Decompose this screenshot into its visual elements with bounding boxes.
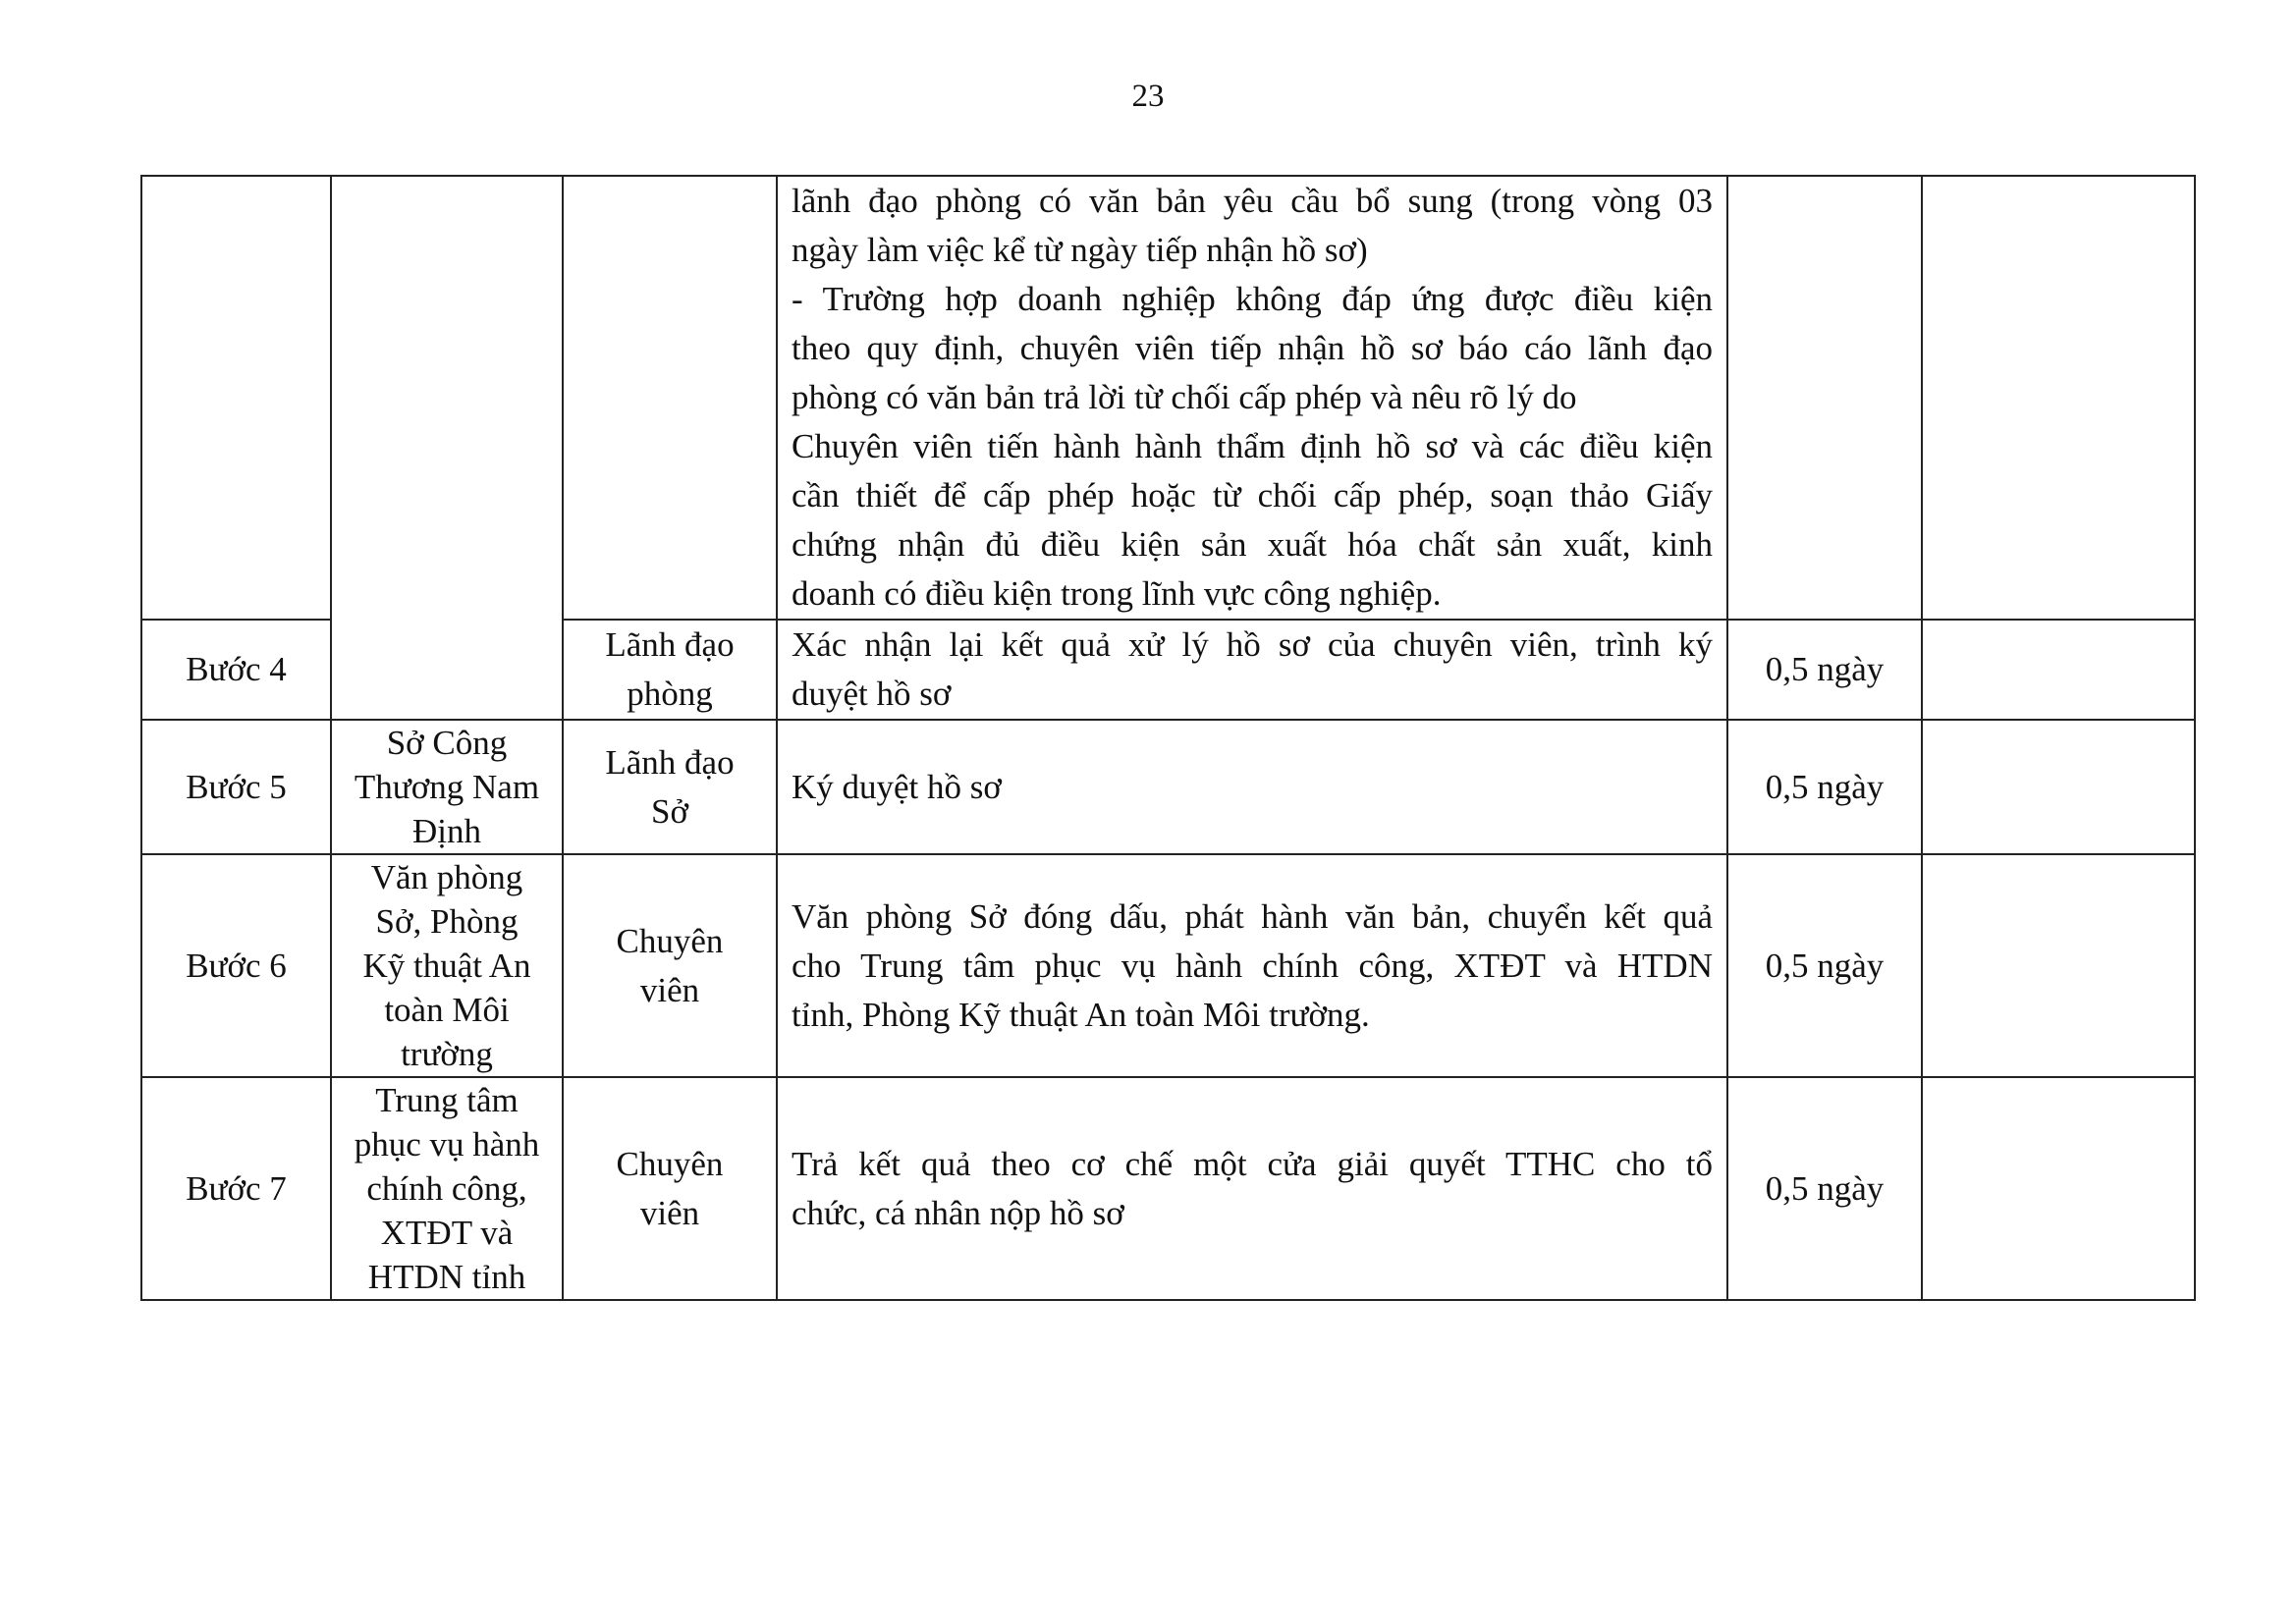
actor-line: Chuyên — [616, 1144, 724, 1183]
description-cell — [777, 720, 1727, 854]
desc-line: chức, cá nhân nộp hồ sơ — [792, 1193, 1124, 1232]
actor-line: phòng — [627, 675, 713, 713]
unit-line: HTDN tỉnh — [367, 1258, 526, 1296]
page-number: 23 — [1131, 79, 1165, 114]
desc-line: cần thiết để cấp phép hoặc từ chối cấp phép, soạn thảo Giấy — [792, 476, 1713, 514]
unit-cell-merged — [331, 176, 563, 720]
time-cell: 0,5 ngày — [1727, 620, 1922, 720]
table-row-step-5 — [141, 720, 2195, 854]
description-cell — [777, 1077, 1727, 1300]
unit-line: Sở Công — [386, 724, 508, 762]
unit-cell — [331, 854, 563, 1077]
desc-line: cho Trung tâm phục vụ hành chính công, XTĐT và HTDN — [792, 946, 1713, 985]
unit-line: Thương Nam — [354, 768, 540, 806]
actor-line: Lãnh đạo — [605, 742, 735, 782]
actor-line: Chuyên — [616, 921, 724, 960]
actor-line: viên — [639, 970, 700, 1009]
actor-cell — [563, 854, 777, 1077]
step-label: Bước 5 — [141, 720, 331, 854]
note-cell — [1922, 620, 2195, 720]
unit-line: phục vụ hành — [354, 1125, 540, 1164]
unit-cell — [331, 1077, 563, 1300]
desc-line: Văn phòng Sở đóng dấu, phát hành văn bản, chuyển kết quả — [792, 896, 1713, 936]
actor-cell-empty — [563, 176, 777, 620]
continued-description — [777, 176, 1727, 620]
step-label: Bước 4 — [141, 620, 331, 720]
note-cell — [1922, 1077, 2195, 1300]
description-cell — [777, 620, 1727, 720]
time-cell: 0,5 ngày — [1727, 854, 1922, 1077]
procedure-table — [140, 175, 2196, 1301]
step-label: Bước 7 — [141, 1077, 331, 1300]
unit-line: Trung tâm — [375, 1081, 519, 1119]
step-label: Bước 6 — [141, 854, 331, 1077]
step-cell-empty — [141, 176, 331, 620]
desc-line: lãnh đạo phòng có văn bản yêu cầu bổ sung (trong vòng 03 — [792, 182, 1713, 220]
desc-line: duyệt hồ sơ — [792, 675, 952, 713]
unit-line: toàn Môi — [384, 991, 510, 1029]
note-cell — [1922, 854, 2195, 1077]
time-cell-empty — [1727, 176, 1922, 620]
unit-line: trường — [401, 1035, 493, 1073]
unit-line: XTĐT và — [380, 1214, 514, 1252]
desc-line: Xác nhận lại kết quả xử lý hồ sơ của chuyên viên, trình ký — [792, 625, 1713, 664]
desc-line: - Trường hợp doanh nghiệp không đáp ứng được điều kiện — [792, 280, 1713, 318]
actor-cell — [563, 720, 777, 854]
unit-cell — [331, 720, 563, 854]
desc-line: tỉnh, Phòng Kỹ thuật An toàn Môi trường. — [792, 995, 1370, 1034]
desc-line: chứng nhận đủ điều kiện sản xuất hóa chất sản xuất, kinh — [792, 525, 1713, 564]
description-cell — [777, 854, 1727, 1077]
desc-line: Trả kết quả theo cơ chế một cửa giải quyết TTHC cho tổ — [792, 1144, 1713, 1183]
unit-line: Định — [412, 812, 481, 850]
actor-line: Lãnh đạo — [605, 625, 735, 664]
unit-line: Văn phòng — [370, 858, 523, 896]
note-cell — [1922, 720, 2195, 854]
table-row-step-7 — [141, 1077, 2195, 1300]
table-row-continued — [141, 176, 2195, 620]
actor-cell — [563, 620, 777, 720]
time-cell: 0,5 ngày — [1727, 720, 1922, 854]
desc-line: doanh có điều kiện trong lĩnh vực công nghiệp. — [792, 574, 1442, 613]
actor-line: viên — [639, 1193, 700, 1232]
desc-line: Ký duyệt hồ sơ — [792, 767, 1002, 806]
table-row-step-6 — [141, 854, 2195, 1077]
desc-line: Chuyên viên tiến hành hành thẩm định hồ sơ và các điều kiện — [792, 427, 1713, 465]
unit-line: Kỹ thuật An — [362, 947, 531, 985]
desc-line: theo quy định, chuyên viên tiếp nhận hồ sơ báo cáo lãnh đạo — [792, 329, 1713, 367]
desc-line: ngày làm việc kể từ ngày tiếp nhận hồ sơ) — [792, 231, 1368, 269]
note-cell-empty — [1922, 176, 2195, 620]
time-cell: 0,5 ngày — [1727, 1077, 1922, 1300]
desc-line: phòng có văn bản trả lời từ chối cấp phép và nêu rõ lý do — [792, 378, 1577, 416]
unit-line: Sở, Phòng — [375, 902, 519, 941]
unit-line: chính công, — [366, 1169, 527, 1208]
actor-cell — [563, 1077, 777, 1300]
actor-line: Sở — [651, 791, 688, 831]
